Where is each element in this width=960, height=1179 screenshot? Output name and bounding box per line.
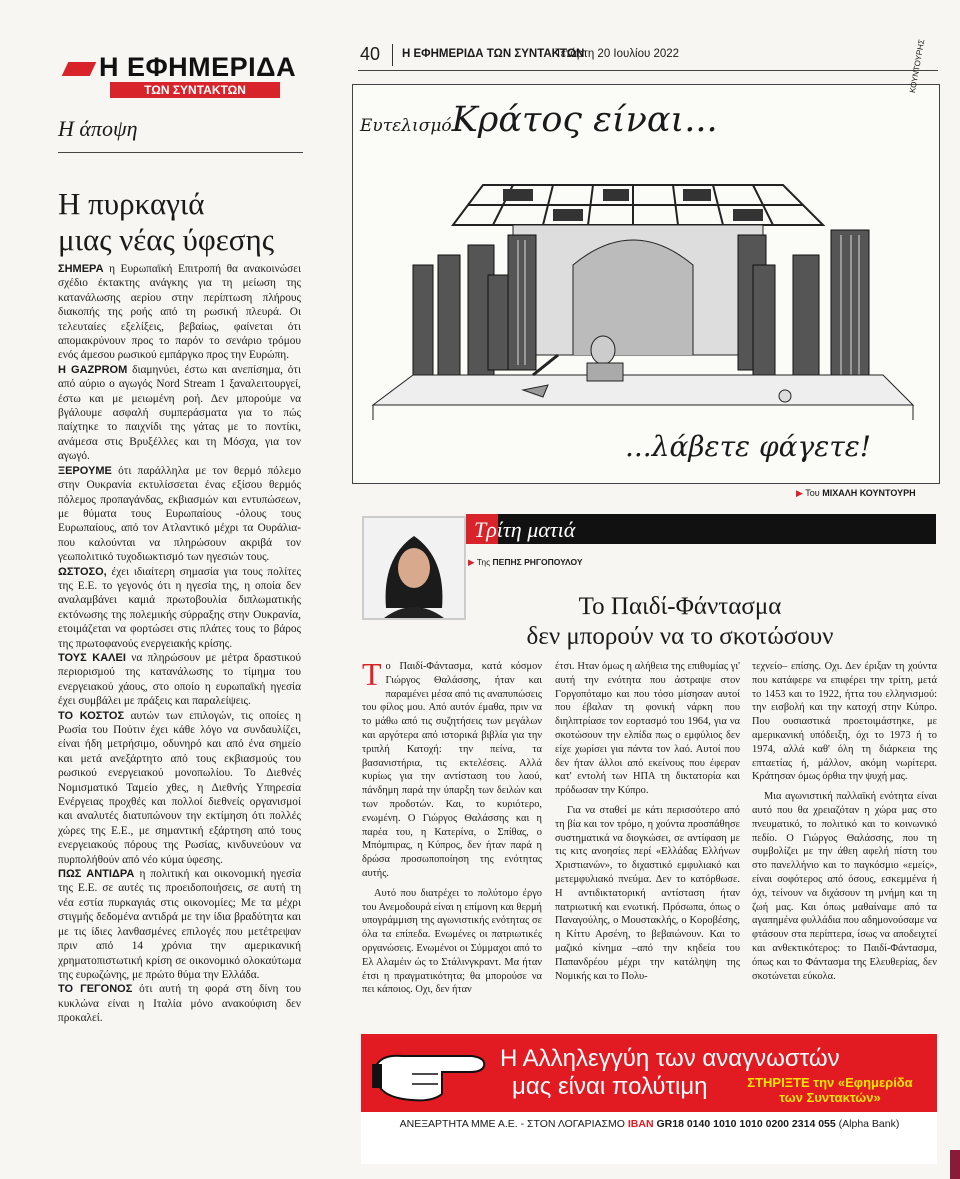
article-paragraph: τεχνείο– επίσης. Οχι. Δεν έριξαν τη χούντα που κατάφερε να επιφέρει την τρίτη, μετά το 1453 και το 1922, ήττα του ελληνισμού: την εισβολή και την κατοχή στην Κύπρο. Που ουσιαστικά προετοιμάστηκε, με αμερικανική υπόδειξη, όχι το 1973 ή το 1974, αλλά καθ' όλη τη διάρκεια της επταετίας ή, μάλλον, ακόμη νωρίτερα. Κράτησαν όμως όρθια την ψυχή μας.: [752, 661, 937, 783]
banner-headline-2: μας είναι πολύτιμη: [512, 1073, 708, 1100]
masthead-logo: [65, 52, 297, 83]
pointing-hand-icon: [372, 1044, 492, 1106]
opinion-paragraph: ΤΟΥΣ ΚΑΛΕΙ να πληρώσουν με μέτρα δραστικού περιορισμού της κατανάλωσης το τίμημα του ενεργειακού χάους, στο οποίο η ευρωπαϊκή ηγεσία έχει συμβάλει με πράξεις και παραλείψεις.: [58, 651, 301, 708]
dropcap: Τ: [362, 656, 382, 692]
header-paper-name: Η ΕΦΗΜΕΡΙΔΑ ΤΩΝ ΣΥΝΤΑΚΤΩΝ: [402, 48, 585, 60]
article-title-line2: δεν μπορούν να το σκοτώσουν: [526, 623, 834, 650]
opinion-paragraph: ΠΩΣ ΑΝΤΙΔΡΑ η πολιτική και οικονομική ηγεσία της Ε.Ε. σε αυτές τις προειδοποιήσεις, σε αυτή τη νέα εστία πυρκαγιάς στις οικονομίες; Με τα μέχρι στιγμής δεδομένα αντιδρά με την ίδια βραδύτητα και με τις ίδιες λανθασμένες επιλογές που μετέτρεψαν πριν από 14 χρόνια την αμερικανική χρηματοπιστωτική κρίση σε οικονομικό ολοκαύτωμα της ευρωζώνης, με πρώτο θύμα την Ελλάδα.: [58, 868, 301, 981]
article-paragraph: έτσι. Ηταν όμως η αλήθεια της επιθυμίας γι' αυτή την ενότητα που άστραψε στον Γοργοπόταμο και που τόσο μίσησαν αυτοί που έβαλαν τη φονική νάρκη που διηλπτρίασε τον εορτασμό του 1964, για να σκοτώσουν την ελπίδα πως ο εμφύλιος δεν είχε χωρίσει για πάντα τον λαό. Αυτοί που δεν ήταν άλλοι από εκείνους που έφεραν κατ' εντολή των ΗΠΑ τη δικτατορία και πρόδωσαν την Κύπρο.: [555, 661, 740, 797]
cartoon-caption-small: Ευτελισμό: [360, 116, 452, 136]
page-edge-mark: [950, 1150, 960, 1179]
section-rule: [58, 152, 303, 153]
cartoon-credit: ▶ Του ΜΙΧΑΛΗ ΚΟΥΝΤΟΥΡΗ: [796, 488, 916, 498]
opinion-paragraph: Η GAZPROM διαμηνύει, έστω και ανεπίσημα, ότι από αύριο ο αγωγός Nord Stream 1 ξαναλειτουργεί, έστω και με μειωμένη ροή. Δεν μπορούμε να βγάλουμε ασφαλή συμπεράσματα για το πώς παίχτηκε το παιχνίδι της γάτας με το ποντίκι, ανάμεσα στις Βρυξέλλες και τη Μόσχα, για τον αγωγό.: [58, 363, 301, 463]
opinion-title: [58, 186, 298, 258]
cartoon-frame: [352, 84, 940, 484]
opinion-paragraph: ΞΕΡΟΥΜΕ ότι παράλληλα με τον θερμό πόλεμο στην Ουκρανία εκτυλίσσεται ένας εξίσου θερμός πόλεμος προπαγάνδας, εκβιασμών και εντυπώσεων, με θύματα τους Ευρωπαίους -όλους τους Ευρωπαίους, από τον Ατλαντικό μέχρι τα Ουράλια- που καλούνται να πληρώσουν ακριβά τον γεωπολιτικό τυχοδιωκτισμό των ηγεσιών τους.: [58, 464, 301, 564]
opinion-paragraph: ΣΗΜΕΡΑ η Ευρωπαϊκή Επιτροπή θα ανακοινώσει σχέδιο έκτακτης ανάγκης για τη μείωση της κατανάλωσης αερίου στην περίπτωση πλήρους διακοπής της ροής από τη ρωσική πλευρά. Οι τελευταίες εξελίξεις, βεβαίως, φαίνεται ότι απομακρύνουν προς το παρόν το σενάριο τρόμου ενός άμεσου ρωσικού εμπάργκο προς την Ευρώπη.: [58, 263, 301, 362]
header-separator: [392, 44, 393, 66]
section-label: Η άποψη: [58, 116, 138, 141]
opinion-paragraph: ΤΟ ΓΕΓΟΝΟΣ ότι αυτή τη φορά στη δίνη του κυκλώνα είναι η Ιταλία μόνο ανακούφιση δεν προκαλεί.: [58, 983, 301, 1025]
opinion-title-line1: Η πυρκαγιά: [58, 186, 205, 221]
cartoon-drawing: [353, 85, 939, 483]
page-number: 40: [360, 44, 381, 64]
banner-footer: ΑΝΕΞΑΡΤΗΤΑ ΜΜΕ Α.Ε. - ΣΤΟΝ ΛΟΓΑΡΙΑΣΜΟ IBAN GR18 0140 1010 1010 0200 2314 055 (Alpha Bank): [399, 1118, 900, 1130]
opinion-body: [58, 262, 301, 1026]
cartoon-signature: ΚΟΥΝΤΟΥΡΗΣ: [908, 38, 927, 94]
banner-cta[interactable]: ΣΤΗΡΙΞΤΕ την «Εφημερίδα των Συντακτών»: [747, 1075, 913, 1105]
article-title: [440, 592, 920, 652]
article-column-2: [555, 660, 740, 989]
credit-arrow-icon: ▶: [796, 488, 803, 498]
cartoon-caption-bottom: ...λάβετε φάγετε!: [625, 430, 872, 463]
header-date: Τετάρτη 20 Ιουλίου 2022: [555, 48, 680, 60]
article-paragraph: Αυτό που διατρέχει το πολύτομο έργο του Ανεμοδουρά είναι η επίμονη και θερμή υπογράμμιση της αγωνιστικής ενότητας σε όλα τα επίπεδα. Ενωμένες οι πατριωτικές οργανώσεις. Ενωμένοι οι Σύμμαχοι από το Ελ Αλαμέιν ώς το Στάλινγκραντ. Μα ήταν έτσι η πραγματικότητα; θα μπορούσε να πει κάποιος. Οχι, δεν ήταν: [362, 887, 542, 996]
cartoon-caption-top: [360, 100, 718, 140]
cartoon-caption-main: Κράτος είναι...: [451, 100, 718, 140]
byline-arrow-icon: ▶: [468, 557, 475, 567]
masthead-title: Η ΕΦΗΜΕΡΙΔΑ: [99, 52, 297, 82]
article-paragraph: Μια αγωνιστική παλλαϊκή ενότητα είναι αυτό που θα χρειαζόταν η χώρα μας στο πνευματικό, το πολιτικό και το κοινωνικό πεδίο. Ο Γιώργος Θαλάσσης, που τη συμβολίζει με την άθεη αφελή πίστη του στο πανελλήνιο και το παγκόσμιο «εμείς», είναι σοφότερος από όσους, εσκεμμένα ή όχι, τείνουν να διχάσουν τη μνήμη και τη ζωή μας. Και όπως μαθαίναμε από τα αγαπημένα φυλλάδια που αδημονούσαμε να φτάσουν στα περίπτερα, ίσως να αποδειχτεί και ανθεκτικότερος: το Παιδί-Φάντασμα, όπως και το Φάντασμα της Ελευθερίας, δεν σκοτώνεται εύκολα.: [752, 791, 937, 982]
opinion-paragraph: ΤΟ ΚΟΣΤΟΣ αυτών των επιλογών, τις οποίες η Ρωσία του Πούτιν έχει κάθε λόγο να συνδαυλίζει, είναι ήδη μετρήσιμο, οδυνηρό και από ένα σημείο και μετά ανεξάρτητο από τους εκβιασμούς του ρωσικού ενεργειακού μονοπωλίου. Το Διεθνές Νομισματικό Ταμείο χθες, η Διεθνής Υπηρεσία Ενέργειας προχθές και πολλοί διεθνείς οργανισμοί και αναλυτές διατυπώνουν την εκτίμηση ότι πολλές χώρες της Ε.Ε., με σημαντική εξάρτηση από τους ενεργειακούς πόρους της Ρωσίας, κινδυνεύουν να πυρπολήθούν από νέο κύμα ύφεσης.: [58, 709, 301, 866]
article-title-line1: Το Παιδί-Φάντασμα: [578, 593, 782, 620]
opinion-title-line2: μιας νέας ύφεσης: [58, 222, 274, 257]
article-paragraph: Για να σταθεί με κάτι περισσότερο από τη βία και τον τρόμο, η χούντα προσπάθησε συστηματικά να διογκώσει, σε αντίφαση με τις κιτς ανοησίες περί «Ελλάδας Ελλήνων Χριστιανών», το διχαστικό εμφυλιακό και μετεμφυλιακό πνεύμα. Δεν το κατόρθωσε. Η αντιδικτατορική αντίσταση ήταν πατριωτική και ενωτική. Πρόσωπα, όπως ο Παναγούλης, ο Μουστακλής, ο Κοροβέσης, η Κίττυ Αρσένη, το βεβαιώνουν. Και το μαζικό κίνημα –από την κηδεία του Παπανδρέου μέχρι την κατάληψη της Νομικής και το Πολυ-: [555, 804, 740, 982]
article-column-3: [752, 660, 937, 989]
logo-mark-icon: [62, 62, 97, 76]
byline: ▶ Της ΠΕΠΗΣ ΡΗΓΟΠΟΥΛΟΥ: [468, 557, 583, 567]
article-paragraph: Το Παιδί-Φάντασμα, κατά κόσμον Γιώργος Θαλάσσης, ήταν και παραμένει μέσα από τις αναπυπώσεις του φίλος μου. Από αυτόν έμαθα, πριν να το μάθω από τις συζητήσεις των μεγάλων και αργότερα από ιστορικά βιβλία για την τριπλή Κατοχή: την πείνα, τα βασανιστήρια, τις εκτελέσεις. Αλλά κυρίως για την αντίσταση του λαού, πάνδημη παρά την ύπαρξη των δειλών και των προδοτών. Και, το κυριότερο, ενωμένη. Ο Γιώργος Θαλάσσης και η παρέα του, η Κατερίνα, ο Σπίθας, ο Μπόμπιρας, η Κύπρος, δεν ήταν παρά η δρώσα προσωποποίηση της ενότητας αυτής.: [362, 656, 542, 879]
column-title: Τρίτη ματιά: [474, 517, 576, 542]
header-rule: [358, 70, 938, 71]
masthead-subtitle: ΤΩΝ ΣΥΝΤΑΚΤΩΝ: [110, 82, 280, 98]
opinion-paragraph: ΩΣΤΟΣΟ, έχει ιδιαίτερη σημασία για τους πολίτες της Ε.Ε. το γεγονός ότι η ηγεσία της, η οποία δεν αναλαμβάνει καμιά πρωτοβουλία διπλωματικής εκτόνωσης της πολεμικής σύρραξης στην Ουκρανία, ετοιμάζεται να φορτώσει στις πλάτες τους το βάρος της πρωτοφανούς ενεργειακής κρίσης.: [58, 565, 301, 650]
article-column-1: [362, 656, 542, 1003]
banner-headline-1: Η Αλληλεγγύη των αναγνωστών: [500, 1045, 840, 1072]
